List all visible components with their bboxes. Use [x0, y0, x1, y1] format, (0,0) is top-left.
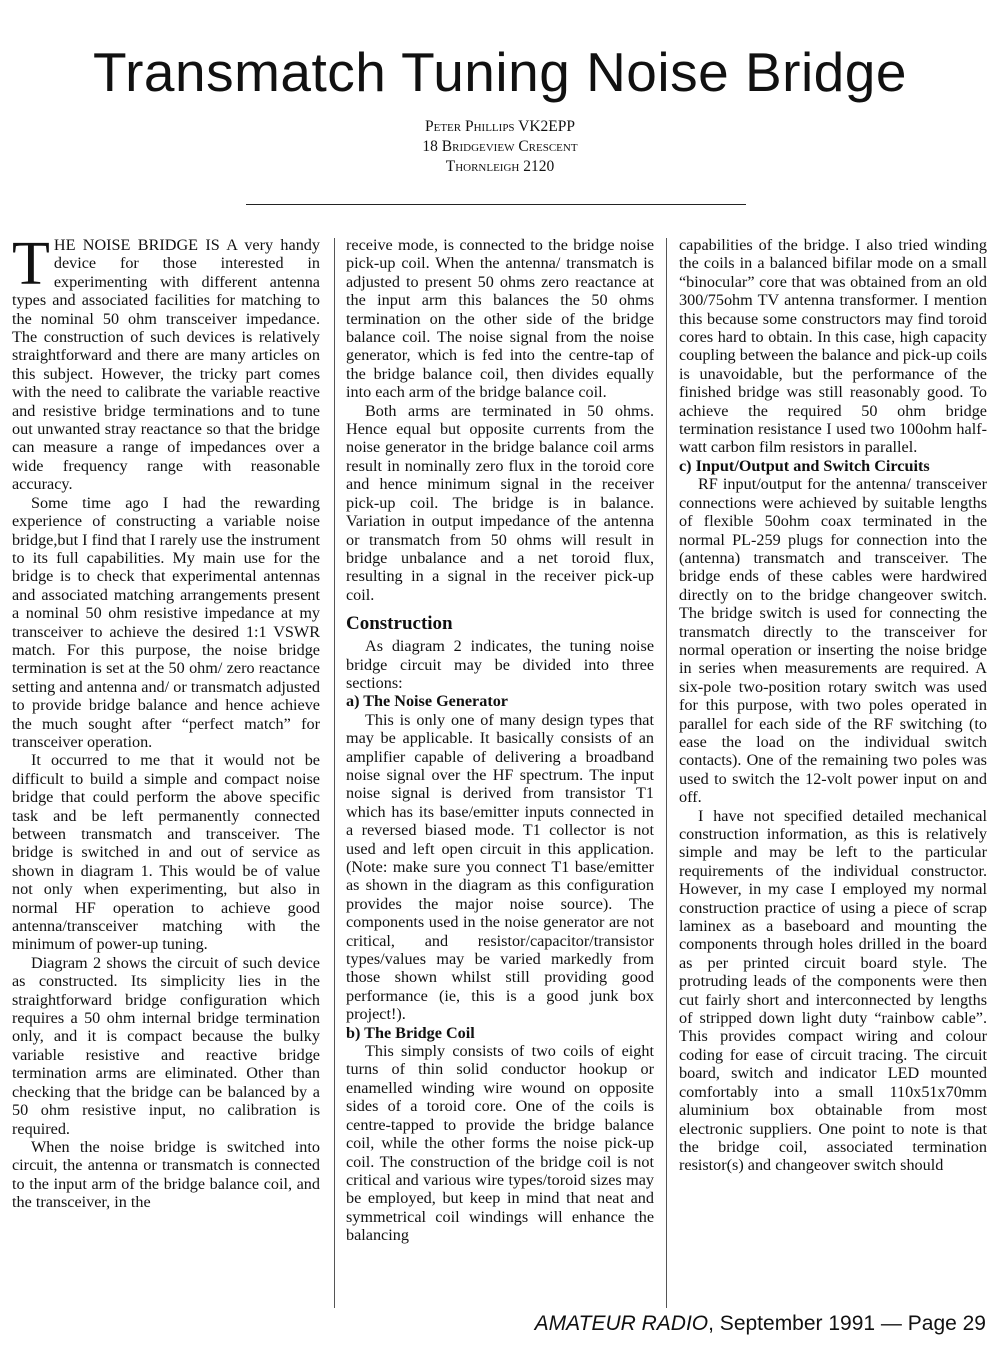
- subsection-heading: a) The Noise Generator: [346, 692, 508, 711]
- subsection-heading: b) The Bridge Coil: [346, 1023, 475, 1042]
- paragraph: Both arms are terminated in 50 ohms. Hence equal but opposite currents from the noise generator in the bridge balance coil arms result in nominally zero flux in the toroid core and hence minimum signal in the receiver pick-up coil. The bridge is in balance. Variation in output impedance of the antenna or transmatch from 50 ohms will result in bridge unbalance and a net toroid flux, resulting in a signal in the receiver pick-up coil.: [346, 401, 654, 604]
- paragraph: RF input/output for the antenna/ transceiver connections were achieved by suitable lengths of flexible 50ohm coax terminated in the normal PL-259 plugs for connection into the (antenna) transmatch and transceiver. The bridge ends of these cables were hardwired directly on to the bridge changeover switch. The bridge switch is used for connecting the transmatch directly to the transceiver for normal operation or inserting the noise bridge in series when measurements are required. A six-pole two-position rotary switch was used for this purpose, with two poles operated in parallel for each side of the RF switching (to ease the load on the individual switch contacts). One of the remaining two poles was used to switch the 12-volt power input on and off.: [679, 475, 987, 807]
- column-divider: [334, 238, 335, 1308]
- paragraph: Some time ago I had the rewarding experience of constructing a variable noise bridge,but I find that I rarely use the instrument to its full capabilities. My main use for the bridge is to check that experimental antennas and associated matching arrangements present a nominal 50 ohm resistive impedance at my transceiver to achieve the desired 1:1 VSWR match. For this purpose, the noise bridge termination is set at the 50 ohm/ zero reactance setting and antenna and/ or transmatch adjusted to provide bridge balance and hence achieve the much sought after “perfect match” for transceiver operation.: [12, 493, 320, 751]
- column-1: [12, 236, 320, 1310]
- column-3: [679, 236, 987, 1310]
- paragraph: receive mode, is connected to the bridge noise pick-up coil. When the antenna/ transmatch is adjusted to present 50 ohms zero reactance at the input arm this balances the 50 ohms termination on the other side of the bridge balance coil. The noise signal from the noise generator, which is fed into the centre-tap of the bridge balance coil, then divides equally into each arm of the bridge balance coil.: [346, 236, 654, 402]
- footer-date-page: , September 1991 — Page 29: [708, 1312, 986, 1335]
- subsection-heading: c) Input/Output and Switch Circuits: [679, 456, 930, 475]
- section-heading: Construction: [346, 613, 453, 635]
- paragraph: [12, 236, 320, 494]
- magazine-name: AMATEUR RADIO: [534, 1312, 709, 1335]
- paragraph: I have not specified detailed mechanical construction information, as this is relatively simple and may be left to the particular requirements of the individual constructor. However, in my case I employed my normal construction practice of using a piece of scrap laminex as a baseboard and mounting the components through holes drilled in the board as per printed circuit board style. The protruding leads of the components were then cut fairly short and interconnected by lengths of stripped down light duty “rainbow cable”. This provides compact wiring and colour coding for ease of circuit tracing. The circuit board, switch and indicator LED mounted comfortably into a small 110x51x70mm aluminium box obtainable from most electronic suppliers. One point to note is that the bridge coil, associated termination resistor(s) and changeover switch should: [679, 806, 987, 1175]
- paragraph: As diagram 2 indicates, the tuning noise bridge circuit may be divided into three sections:: [346, 637, 654, 692]
- author-street: 18 Bridgeview Crescent: [422, 138, 578, 155]
- paragraph: capabilities of the bridge. I also tried winding the coils in a balanced bifilar mode on a small “binocular” core that was obtained from an old 300/75ohm TV antenna transformer. I mention this because some constructors may find toroid cores hard to obtain. In this case, high capacity coupling between the balance and pick-up coils is unavoidable, but the performance of the finished bridge was still reasonably good. To achieve the required 50 ohm bridge termination resistance I used two 100ohm half-watt carbon film resistors in parallel.: [679, 236, 987, 457]
- column-2: [346, 236, 654, 1310]
- title-divider: [246, 204, 746, 205]
- author-town: Thornleigh 2120: [445, 158, 555, 175]
- column-divider: [666, 238, 667, 1308]
- author-name: Peter Phillips VK2EPP: [425, 118, 575, 135]
- paragraph: When the noise bridge is switched into circuit, the antenna or transmatch is connected to the input arm of the bridge balance coil, and the transceiver, in the: [12, 1137, 320, 1212]
- paragraph: This is only one of many design types that may be applicable. It basically consists of an amplifier capable of delivering a broadband noise signal over the HF spectrum. The input noise signal is derived from transistor T1 which has its base/emitter inputs connected in a reversed biased mode. T1 collector is not used and left open circuit in this application. (Note: make sure you connect T1 base/emitter as shown in the diagram as this configuration provides the major noise source). The components used in the noise generator are not critical, and resistor/capacitor/transistor types/values may be varied markedly from those shown whilst still providing good performance (ie, this is a good junk box project!).: [346, 710, 654, 1024]
- paragraph-text: HE NOISE BRIDGE IS A very handy device for those interested in experimenting with different antenna types and associated facilities for matching to the nominal 50 ohm transceiver impedance. The construction of such devices is relatively straightforward and there are many articles on this subject. However, the tricky part comes with the need to calibrate the variable reactive and resistive bridge terminations and to tune out unwanted stray reactance so that the bridge can measure a range of impedances over a wide frequency range with reasonable accuracy.: [12, 236, 320, 494]
- byline: [0, 117, 1000, 177]
- drop-cap: T: [12, 236, 50, 298]
- article-title: Transmatch Tuning Noise Bridge: [93, 41, 907, 103]
- page-footer: [535, 1312, 986, 1336]
- paragraph: This simply consists of two coils of eight turns of thin solid conductor hookup or enamelled winding wire wound on opposite sides of a toroid core. One of the coils is centre-tapped to provide the bridge balance coil, while the other forms the noise pick-up coil. The construction of the bridge coil is not critical and various wire types/toroid sizes may be employed, but keep in mind that neat and symmetrical coil windings will enhance the balancing: [346, 1042, 654, 1245]
- paragraph: It occurred to me that it would not be difficult to build a simple and compact noise bridge that could perform the above specific task and be left permanently connected between transmatch and transceiver. The bridge is switched in and out of service as shown in diagram 1. This would be of value not only when experimenting, but also in normal HF operation to achieve good antenna/transceiver matching with the minimum of power-up tuning.: [12, 751, 320, 954]
- paragraph: Diagram 2 shows the circuit of such device as constructed. Its simplicity lies in the straightforward bridge configuration which requires a 50 ohm internal bridge termination only, and it is compact because the bulky variable resistive and reactive bridge termination arms are eliminated. Other than checking that the bridge can be balanced by a 50 ohm resistive input, no calibration is required.: [12, 953, 320, 1138]
